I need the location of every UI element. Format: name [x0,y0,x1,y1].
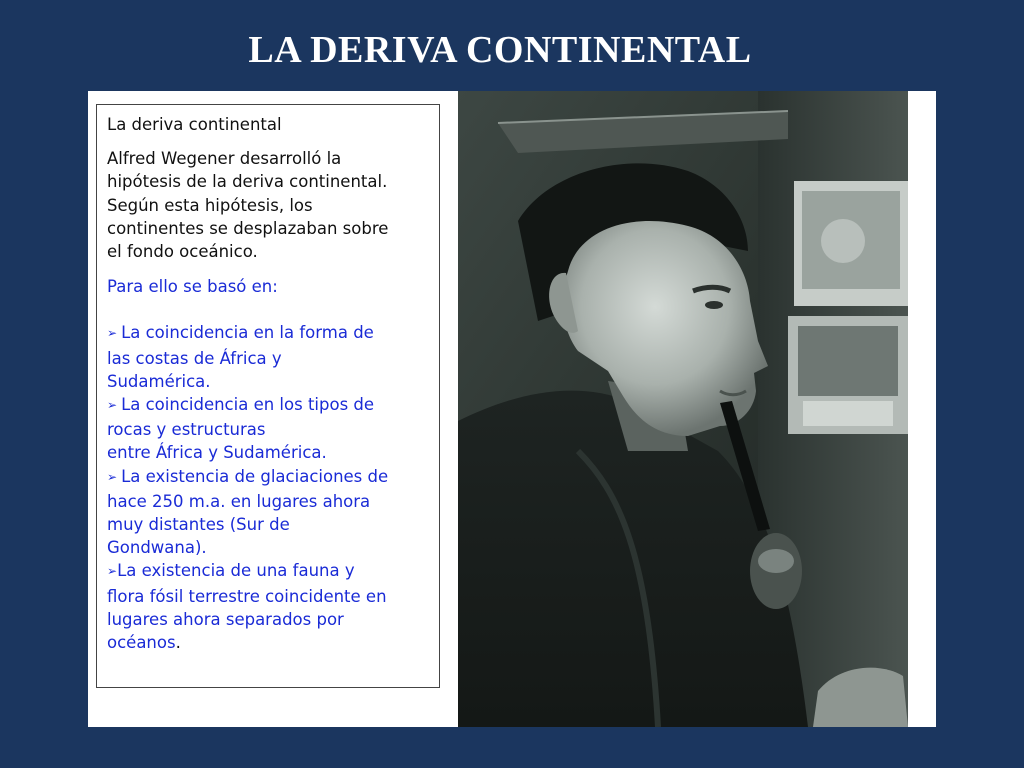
bullet-line: La existencia de una fauna y [117,561,355,581]
arrow-bullet-icon: ➢ [107,564,118,579]
slide-title: LA DERIVA CONTINENTAL [248,29,752,71]
bullet-item [107,465,433,560]
intro-line: continentes se desplazaban sobre [107,218,389,238]
bullet-trailing-period: . [175,633,181,653]
bullet-item [107,321,433,393]
portrait-photo [458,91,908,727]
wall-notice-image [788,316,908,434]
bullet-line: hace 250 m.a. en lugares ahora [107,491,371,511]
bullet-line: rocas y estructuras [107,420,266,440]
wall-notice-image [794,181,908,306]
bullet-line: flora fósil terrestre coincidente en [107,586,387,606]
bullet-line: La coincidencia en los tipos de [121,395,375,415]
intro-paragraph [107,147,433,263]
intro-line: hipótesis de la deriva continental. [107,172,388,192]
bullet-line: lugares ahora separados por [107,609,344,629]
bullet-line: La coincidencia en la forma de [121,323,374,343]
arrow-bullet-icon: ➢ [107,326,118,341]
bullet-line: océanos [107,633,176,653]
intro-line: Según esta hipótesis, los [107,195,313,215]
bullet-line: las costas de África y [107,348,282,368]
based-on-label: Para ello se basó en: [107,277,278,297]
intro-line: Alfred Wegener desarrolló la [107,149,342,169]
arrow-bullet-icon: ➢ [107,398,118,413]
bullet-line: entre África y Sudamérica. [107,443,327,463]
portrait-illustration [458,91,908,727]
intro-line: el fondo oceánico. [107,242,258,262]
bullet-item [107,559,433,654]
arrow-bullet-icon: ➢ [107,469,118,484]
bullet-line: Sudamérica. [107,371,211,391]
bullet-line: Gondwana). [107,538,207,558]
bullet-line: La existencia de glaciaciones de [121,466,389,486]
bullet-item [107,393,433,465]
content-panel [88,91,936,727]
bullet-line: muy distantes (Sur de [107,515,290,535]
box-heading: La deriva continental [107,115,282,134]
text-box [96,104,440,688]
